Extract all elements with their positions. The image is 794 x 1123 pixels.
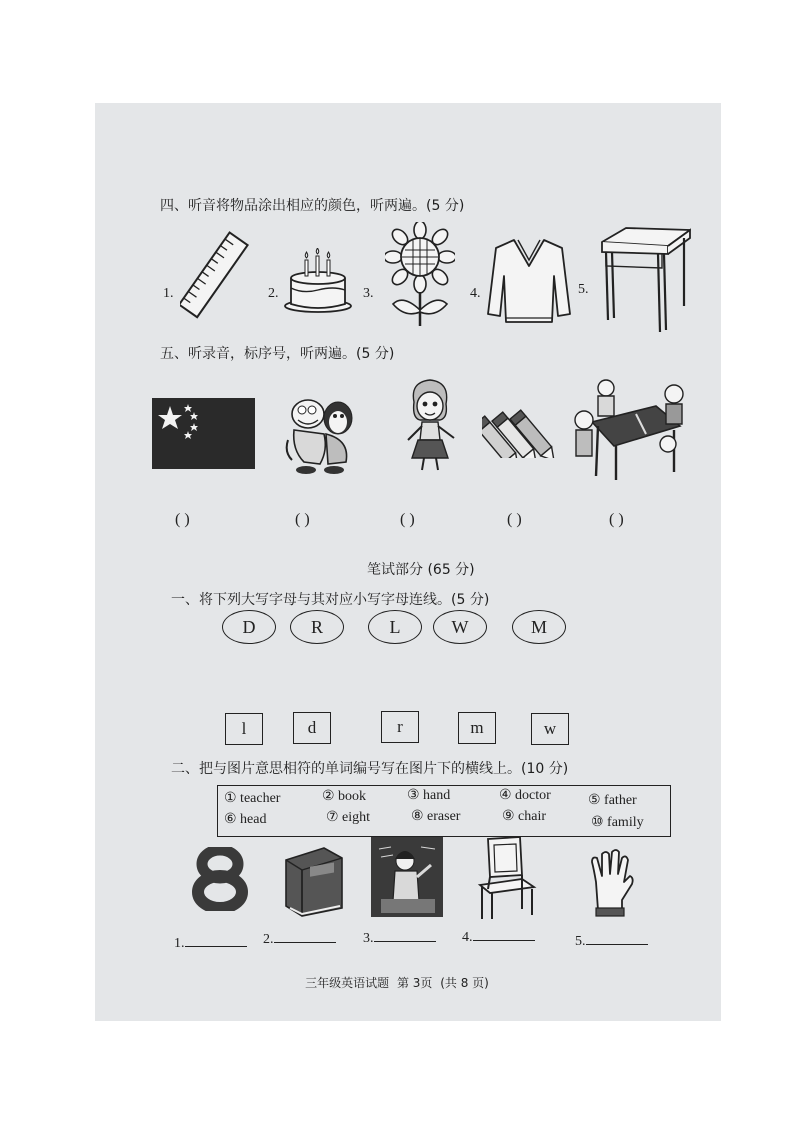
desk-icon [596, 224, 692, 336]
blank-label: 5. [575, 934, 586, 949]
china-flag-icon [152, 398, 255, 469]
section4-title: 四、听音将物品涂出相应的颜色，听两遍。(5 分) [160, 198, 465, 214]
cartoon-characters-icon [284, 390, 356, 476]
number-eight-icon [192, 847, 248, 911]
word-option-3: ③ hand [407, 788, 451, 803]
ruler-icon [180, 230, 250, 322]
lowercase-letter-m[interactable]: m [458, 712, 496, 744]
part2-title: 二、把与图片意思相符的单词编号写在图片下的横线上。(10 分) [171, 761, 569, 777]
sweater-icon [486, 236, 572, 328]
answer-blank-1[interactable] [174, 934, 247, 952]
section4-num-3: 3. [363, 286, 374, 301]
chair-icon [474, 835, 538, 921]
section5-answer-2[interactable]: ( ) [295, 511, 310, 528]
section4-num-1: 1. [163, 286, 174, 301]
word-option-7: ⑦ eight [326, 810, 371, 825]
blank-label: 1. [174, 936, 185, 951]
word-option-2: ② book [322, 789, 367, 804]
section5-answer-1[interactable]: ( ) [175, 511, 190, 528]
blank-line[interactable] [185, 934, 247, 947]
section4-num-4: 4. [470, 286, 481, 301]
word-option-6: ⑥ head [224, 812, 267, 827]
word-option-5: ⑤ father [588, 793, 637, 808]
blank-label: 2. [263, 932, 274, 947]
section5-answer-4[interactable]: ( ) [507, 511, 522, 528]
section4-num-5: 5. [578, 282, 589, 297]
ping-pong-kids-icon [570, 376, 684, 482]
hand-icon [586, 848, 634, 918]
uppercase-letter-r[interactable]: R [290, 610, 344, 644]
answer-blank-2[interactable] [263, 930, 336, 948]
answer-blank-4[interactable] [462, 928, 535, 946]
page-footer [0, 974, 794, 991]
book-icon [280, 846, 346, 918]
word-bank [217, 785, 671, 837]
uppercase-letter-l[interactable]: L [368, 610, 422, 644]
lowercase-letter-w[interactable]: w [531, 713, 569, 745]
blank-line[interactable] [586, 932, 648, 945]
section5-answer-3[interactable]: ( ) [400, 511, 415, 528]
word-option-9: ⑨ chair [502, 809, 547, 824]
word-option-1: ① teacher [224, 791, 281, 806]
footer-page: 第 3页 [396, 976, 433, 990]
blank-line[interactable] [473, 928, 535, 941]
sunflower-icon [385, 222, 455, 328]
girl-icon [400, 378, 460, 474]
word-option-10: ⑩ family [591, 815, 644, 830]
section4-num-2: 2. [268, 286, 279, 301]
blank-line[interactable] [374, 929, 436, 942]
lowercase-letter-r[interactable]: r [381, 711, 419, 743]
uppercase-letter-w[interactable]: W [433, 610, 487, 644]
birthday-cake-icon [283, 248, 353, 314]
teacher-icon [371, 837, 443, 917]
blank-line[interactable] [274, 930, 336, 943]
uppercase-letter-m[interactable]: M [512, 610, 566, 644]
footer-total: (共 8 页) [440, 976, 489, 990]
footer-grade: 三年级英语试题 [305, 976, 390, 990]
pencils-icon [482, 406, 564, 458]
part1-title: 一、将下列大写字母与其对应小写字母连线。(5 分) [171, 592, 490, 608]
word-option-8: ⑧ eraser [411, 809, 461, 824]
section5-title: 五、听录音，标序号，听两遍。(5 分) [160, 346, 395, 362]
answer-blank-3[interactable] [363, 929, 436, 947]
word-option-4: ④ doctor [499, 788, 551, 803]
section5-answer-5[interactable]: ( ) [609, 511, 624, 528]
blank-label: 3. [363, 931, 374, 946]
answer-blank-5[interactable] [575, 932, 648, 950]
blank-label: 4. [462, 930, 473, 945]
lowercase-letter-d[interactable]: d [293, 712, 331, 744]
written-heading: 笔试部分 (65 分) [367, 562, 475, 578]
lowercase-letter-l[interactable]: l [225, 713, 263, 745]
uppercase-letter-d[interactable]: D [222, 610, 276, 644]
